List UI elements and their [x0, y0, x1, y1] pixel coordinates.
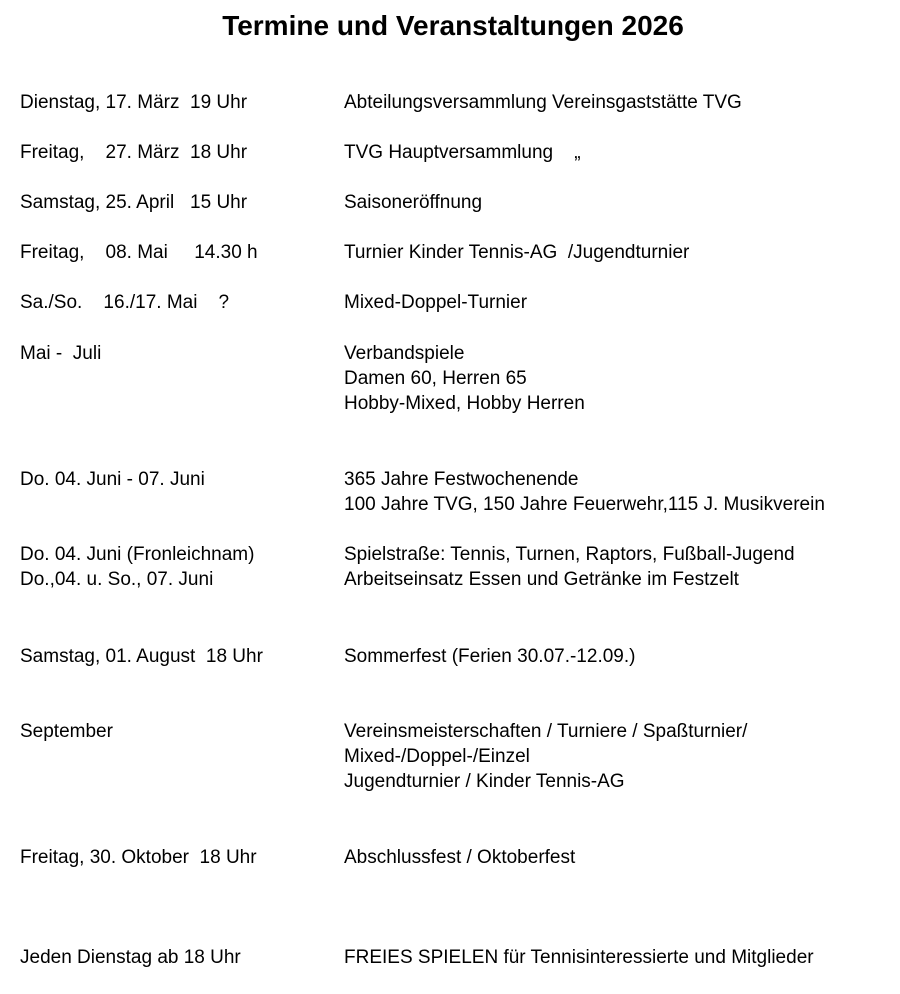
event-description: Abteilungsversammlung Vereinsgaststätte TVG: [344, 92, 742, 113]
event-description: Vereinsmeisterschaften / Turniere / Spaßturnier/: [344, 721, 748, 742]
event-description: Turnier Kinder Tennis-AG /Jugendturnier: [344, 242, 690, 263]
event-date: Sa./So. 16./17. Mai ?: [20, 292, 230, 313]
event-description: Mixed-Doppel-Turnier: [344, 292, 528, 313]
event-description: Spielstraße: Tennis, Turnen, Raptors, Fußball-Jugend: [344, 544, 795, 565]
event-date: Do. 04. Juni (Fronleichnam): [20, 544, 255, 565]
event-date: Do.,04. u. So., 07. Juni: [20, 569, 214, 590]
event-description: 365 Jahre Festwochenende: [344, 469, 579, 490]
event-description: Arbeitseinsatz Essen und Getränke im Festzelt: [344, 569, 739, 590]
event-date: Samstag, 01. August 18 Uhr: [20, 646, 263, 667]
event-date: Jeden Dienstag ab 18 Uhr: [20, 947, 241, 968]
event-description: 100 Jahre TVG, 150 Jahre Feuerwehr,115 J. Musikverein: [344, 494, 825, 515]
event-description: Sommerfest (Ferien 30.07.-12.09.): [344, 646, 636, 667]
event-date: September: [20, 721, 113, 742]
event-description: Mixed-/Doppel-/Einzel: [344, 746, 530, 767]
event-date: Freitag, 27. März 18 Uhr: [20, 142, 248, 163]
page-title: Termine und Veranstaltungen 2026: [222, 10, 684, 41]
event-date: Freitag, 30. Oktober 18 Uhr: [20, 847, 257, 868]
event-date: Freitag, 08. Mai 14.30 h: [20, 242, 258, 263]
event-description: Verbandspiele: [344, 343, 465, 364]
event-date: Mai - Juli: [20, 343, 102, 364]
event-description: FREIES SPIELEN für Tennisinteressierte und Mitglieder: [344, 947, 814, 968]
event-description: TVG Hauptversammlung „: [344, 142, 581, 163]
event-description: Hobby-Mixed, Hobby Herren: [344, 393, 585, 414]
event-description: Damen 60, Herren 65: [344, 368, 527, 389]
event-date: Samstag, 25. April 15 Uhr: [20, 192, 248, 213]
event-description: Abschlussfest / Oktoberfest: [344, 847, 576, 868]
event-description: Jugendturnier / Kinder Tennis-AG: [344, 771, 625, 792]
event-date: Dienstag, 17. März 19 Uhr: [20, 92, 248, 113]
event-description: Saisoneröffnung: [344, 192, 483, 213]
event-date: Do. 04. Juni - 07. Juni: [20, 469, 205, 490]
